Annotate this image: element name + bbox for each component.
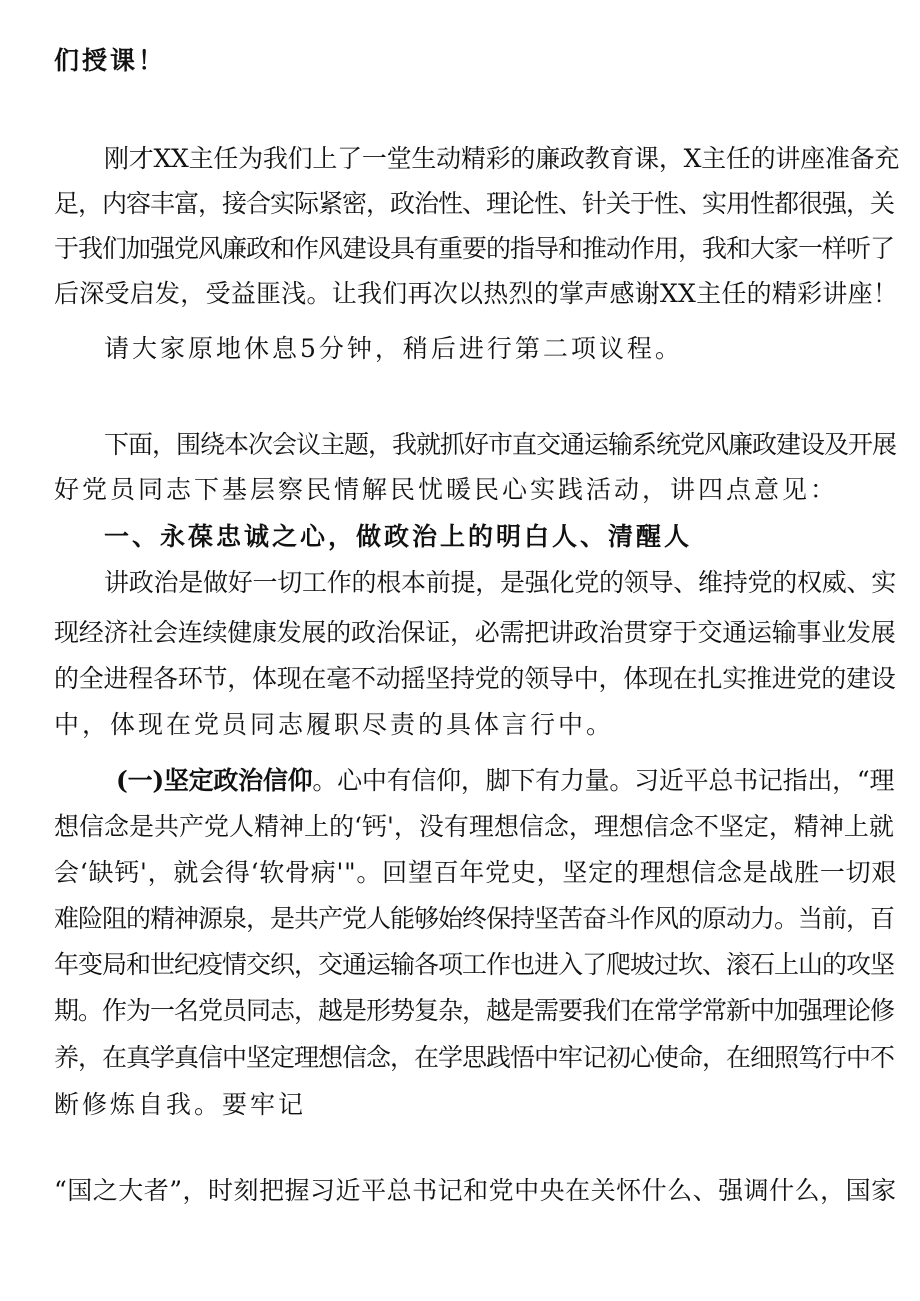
paragraph-continuation: “国之大者”，时刻把握习近平总书记和党中央在关怀什么、强调什么，国家: [54, 1176, 897, 1205]
paragraph-line: 的全进程各环节，体现在毫不动摇坚持党的领导中，体现在扎实推进党的建设: [54, 664, 896, 693]
paragraph-line: 断修炼自我。要牢记: [54, 1090, 307, 1119]
paragraph-line: 想信念是共产党人精神上的‘钙'，没有理想信念，理想信念不坚定，精神上就: [54, 812, 894, 841]
paragraph-line: 难险阻的精神源泉，是共产党人能够始终保持坚苦奋斗作风的原动力。当前，百: [54, 904, 895, 933]
paragraph-line: 后深受启发，受益匪浅。让我们再次以热烈的掌声感谢XX主任的精彩讲座！: [54, 279, 899, 308]
subheading: (一)坚定政治信仰: [116, 766, 313, 795]
paragraph-line: 会‘缺钙'，就会得‘软骨病'"。回望百年党史，坚定的理想信念是战胜一切艰: [54, 858, 898, 887]
section-heading: 一、永葆忠诚之心，做政治上的明白人、清醒人: [104, 522, 693, 551]
paragraph-line: 讲政治是做好一切工作的根本前提，是强化党的领导、维持党的权威、实: [104, 568, 897, 597]
top-fragment: 们授课！: [54, 46, 167, 75]
paragraph-break-notice: 请大家原地休息5分钟，稍后进行第二项议程。: [104, 334, 683, 363]
paragraph-line: 下面，围绕本次会议主题，我就抓好市直交通运输系统党风廉政建设及开展: [104, 430, 897, 459]
paragraph-line: 刚才XX主任为我们上了一堂生动精彩的廉政教育课，X主任的讲座准备充: [104, 144, 900, 173]
paragraph-line: 养，在真学真信中坚定理想信念，在学思践悟中牢记初心使命，在细照笃行中不: [54, 1043, 895, 1072]
paragraph-line: 于我们加强党风廉政和作风建设具有重要的指导和推动作用，我和大家一样听了: [54, 234, 895, 263]
paragraph-line: 年变局和世纪疫情交织，交通运输各项工作也进入了爬坡过坎、滚石上山的攻坚: [54, 950, 895, 979]
paragraph-line: 中，体现在党员同志履职尽责的具体言行中。: [54, 710, 615, 739]
paragraph-line: 足，内容丰富，接合实际紧密，政治性、理论性、针关于性、实用性都很强，关: [54, 189, 895, 218]
paragraph-first-line: [116, 766, 894, 796]
paragraph-line: 现经济社会连续健康发展的政治保证，必需把讲政治贯穿于交通运输事业发展: [54, 618, 896, 647]
paragraph-line: 期。作为一名党员同志，越是形势复杂，越是需要我们在常学常新中加强理论修: [54, 996, 895, 1025]
paragraph-text: 。心中有信仰，脚下有力量。习近平总书记指出，“理: [312, 766, 895, 795]
paragraph-line: 好党员同志下基层察民情解民忧暖民心实践活动，讲四点意见：: [54, 475, 839, 504]
